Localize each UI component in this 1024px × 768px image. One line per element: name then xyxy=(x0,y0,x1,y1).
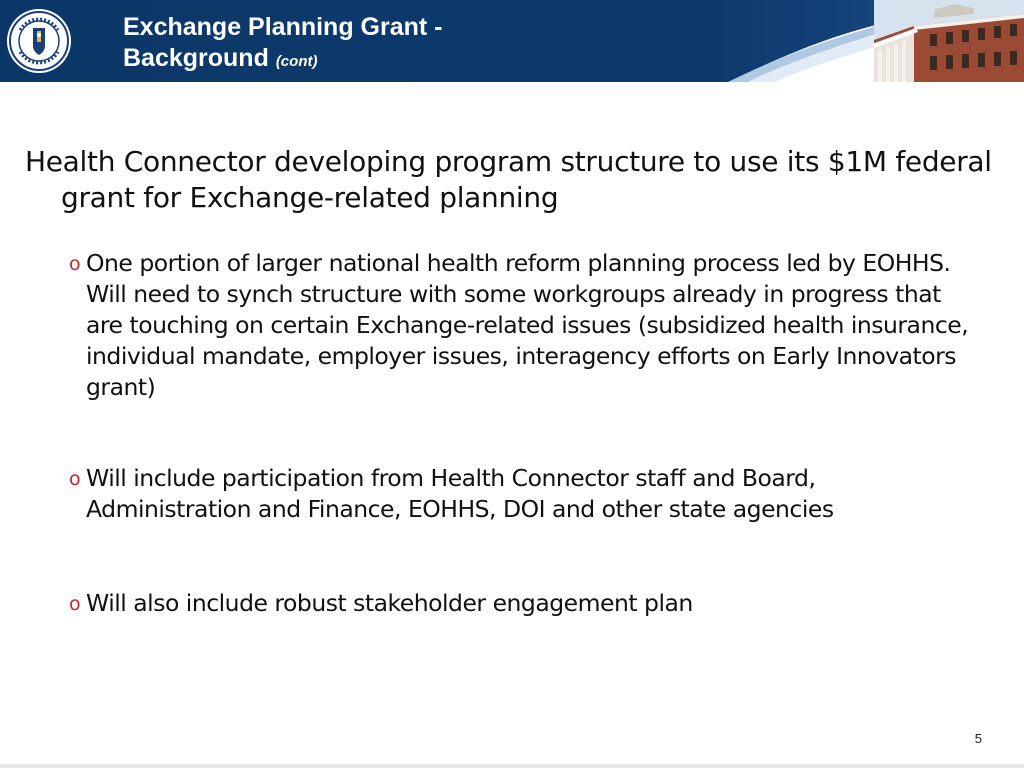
sub-bullet-1 xyxy=(69,248,969,403)
bullet-marker-icon: o xyxy=(69,253,81,275)
sub-bullet-text: Will include participation from Health Connector staff and Board, Administration and Finance, EOHHS, DOI and other state agencies xyxy=(86,464,834,523)
sub-bullet-3 xyxy=(69,588,969,619)
footer-divider xyxy=(0,764,1024,768)
main-bullet: Health Connector developing program structure to use its $1M federal grant for Exchange-related planning xyxy=(25,145,992,214)
bullet-marker-icon: o xyxy=(69,593,81,615)
title-line-2-text: Background xyxy=(123,44,269,72)
slide-header xyxy=(0,0,1024,82)
page-number: 5 xyxy=(974,731,982,746)
massachusetts-seal-icon xyxy=(6,8,72,74)
title-suffix: (cont) xyxy=(275,53,318,70)
state-house-building-icon xyxy=(874,0,1024,82)
title-line-1: Exchange Planning Grant - xyxy=(123,13,443,41)
sub-bullet-text: Will also include robust stakeholder engagement plan xyxy=(86,589,693,617)
sub-bullet-2 xyxy=(69,463,969,525)
sub-bullet-text: One portion of larger national health reform planning process led by EOHHS. Will need to synch structure with some workgroups already in progress that are touching on certain Exchange-related issues (subsidized health insurance, individual mandate, employer issues, interagency efforts on Early Innovators grant) xyxy=(86,249,969,401)
title-line-2 xyxy=(123,43,443,77)
bullet-marker-icon: o xyxy=(69,468,81,490)
slide-title xyxy=(123,12,443,77)
